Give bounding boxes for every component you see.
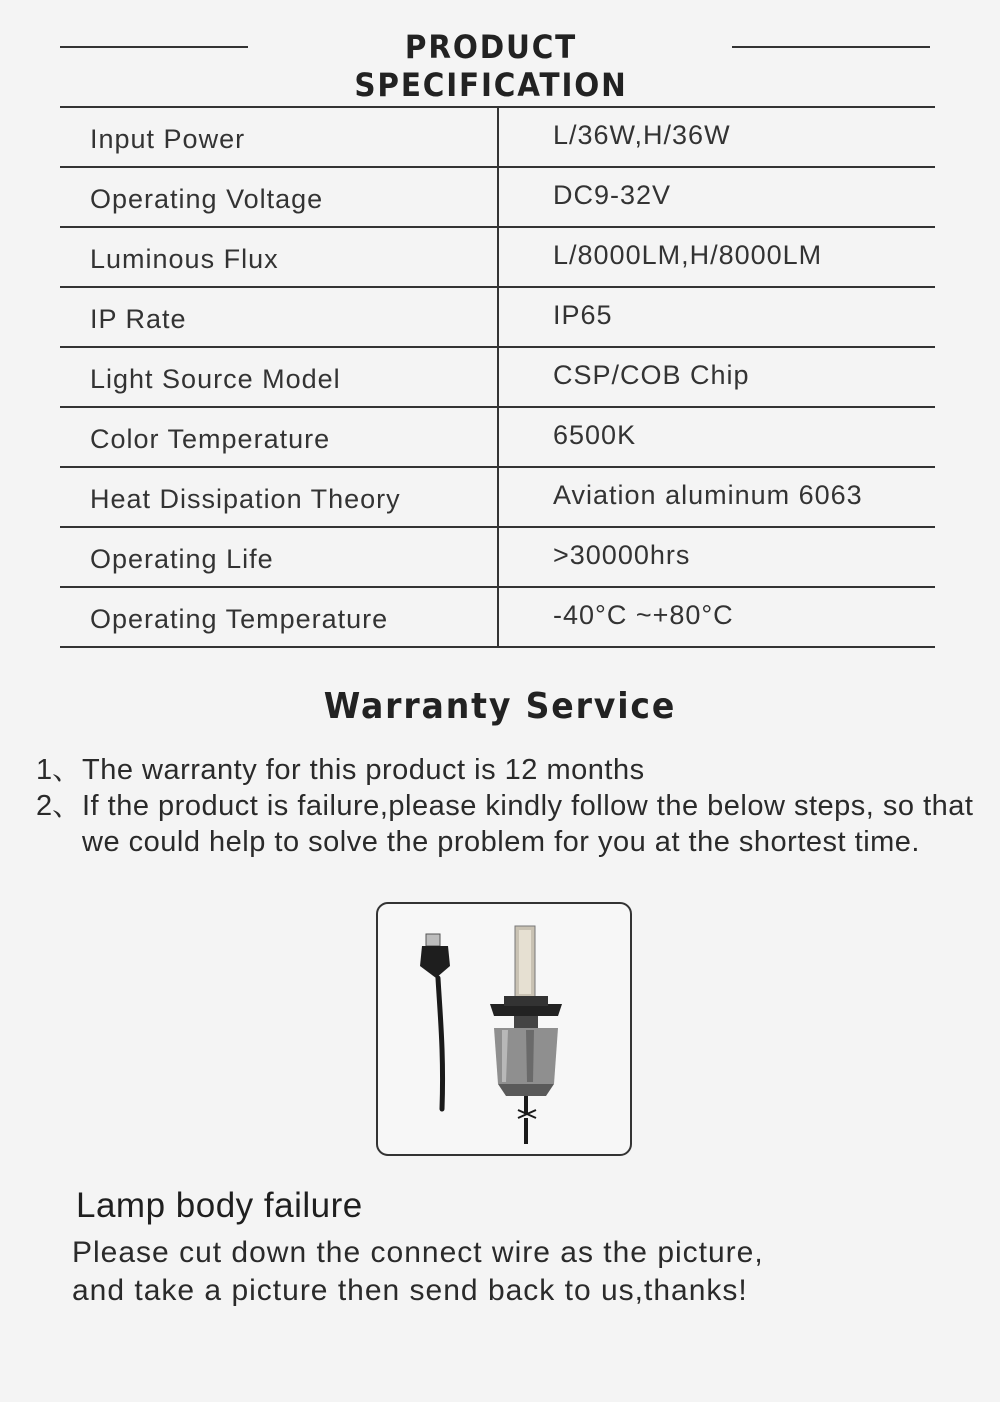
led-headlight-bulb-icon [378,904,630,1154]
spec-label: Color Temperature [90,424,331,454]
column-divider [497,468,499,526]
spec-value: Aviation aluminum 6063 [553,480,863,510]
spec-label: Light Source Model [90,364,341,394]
spec-table [60,106,935,648]
spec-row-color-temperature [60,408,935,468]
spec-value: >30000hrs [553,540,691,570]
spec-label: Operating Voltage [90,184,324,214]
spec-row-ip-rate [60,288,935,348]
spec-value: IP65 [553,300,613,330]
spec-title: PRODUCT SPECIFICATION [354,28,628,104]
column-divider [497,408,499,466]
spec-value: L/8000LM,H/8000LM [553,240,823,270]
column-divider [497,588,499,646]
spec-label: Operating Life [90,544,274,574]
column-divider [497,168,499,226]
warranty-item-number: 2、 [36,790,82,822]
warranty-list [36,752,986,860]
column-divider [497,348,499,406]
spec-row-operating-temperature [60,588,935,648]
warranty-item-text: If the product is failure,please kindly follow the below steps, so that we could help to solve the problem for you at the shortest time. [82,790,974,858]
bulb-photo [376,902,632,1156]
spec-value: -40°C ~+80°C [553,600,734,630]
warranty-item [36,788,986,860]
spec-value: DC9-32V [553,180,672,210]
spec-row-luminous-flux [60,228,935,288]
lamp-failure-body: Please cut down the connect wire as the picture, and take a picture then send back to us,thanks! [72,1236,764,1307]
spec-row-operating-life [60,528,935,588]
spec-row-operating-voltage [60,168,935,228]
warranty-item-text: The warranty for this product is 12 months [82,754,645,786]
warranty-item-number: 1、 [36,754,82,786]
spec-label: Operating Temperature [90,604,389,634]
spec-row-input-power [60,108,935,168]
spec-header [60,22,930,104]
warranty-item [36,752,986,788]
spec-row-heat-dissipation [60,468,935,528]
column-divider [497,288,499,346]
header-rule-right [732,46,930,48]
spec-value: CSP/COB Chip [553,360,750,390]
lamp-failure-title: Lamp body failure [76,1186,363,1225]
warranty-title: Warranty Service [323,686,677,727]
spec-label: Heat Dissipation Theory [90,484,401,514]
column-divider [497,108,499,166]
spec-row-light-source-model [60,348,935,408]
column-divider [497,528,499,586]
header-rule-left [60,46,248,48]
spec-value: L/36W,H/36W [553,120,731,150]
column-divider [497,228,499,286]
spec-label: IP Rate [90,304,187,334]
spec-label: Input Power [90,124,246,154]
spec-value: 6500K [553,420,637,450]
spec-label: Luminous Flux [90,244,279,274]
